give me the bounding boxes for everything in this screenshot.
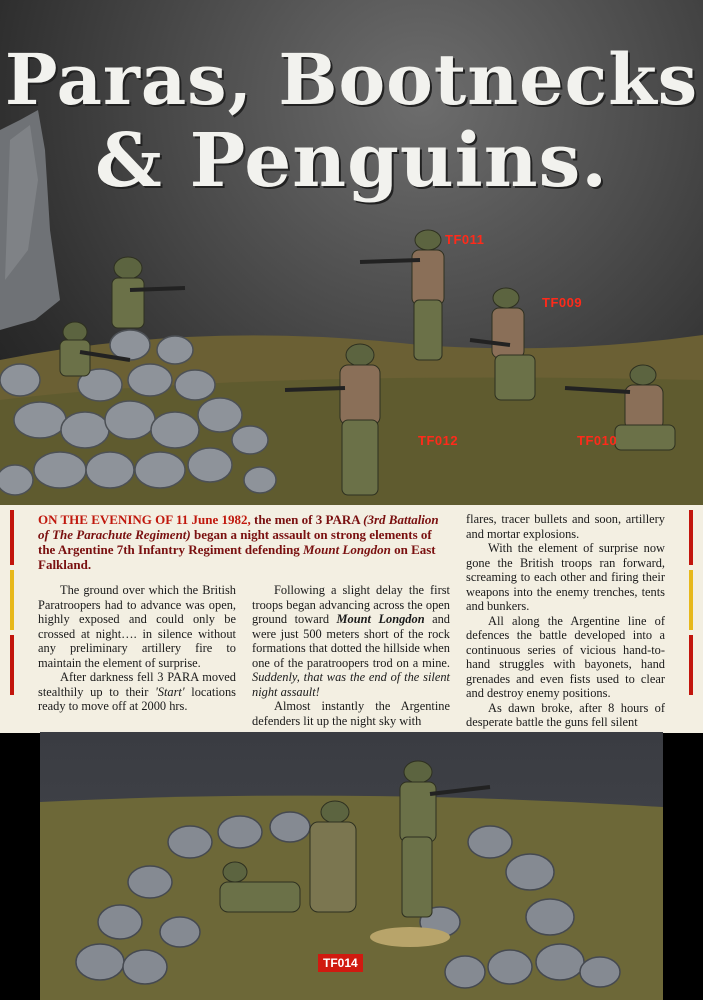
right-stripe-red-2 [689,635,693,695]
col2-p1-text-a: Following a slight delay the first troops began advancing across the open ground toward [252,583,450,626]
intro-italic-2: Mount Longdon [303,542,391,557]
left-stripe-red [10,510,14,565]
product-code-tf012: TF012 [418,433,459,448]
col2-paragraph-2: Almost instantly the Argentine defenders lit up the night sky with [252,699,450,728]
product-code-tf009: TF009 [542,295,583,310]
intro-paragraph [38,512,450,572]
col2-p1-italic: Suddenly, that was the end of the silent night assault! [252,670,450,699]
right-stripe-red [689,510,693,565]
col1-p2-text-b: locations ready to move off at 2000 hrs. [38,684,236,713]
col1-paragraph-1: The ground over which the British Paratroopers had to advance was open, highly exposed and could only be crossed at night…. in silence without any preliminary artillery fire to maintain the element of surprise. [38,583,236,670]
right-stripe-yellow [689,570,693,630]
col2-paragraph-1 [252,583,450,699]
col3-paragraph-2: All along the Argentine line of defences the battle developed into a continuous series of vicious hand-to-hand struggles with bayonets, hand grenades and even fists used to clear and destroy enemy positions. [466,613,665,700]
col2-p1-bold-italic: Mount Longdon [336,612,425,626]
product-code-tf011: TF011 [445,232,485,247]
column-3 [466,512,665,730]
col3-paragraph-1: With the element of surprise now gone the British troops ran forward, screaming to each other and firing their weapons into the enemy trenches, tents and bunkers. [466,541,665,613]
column-1 [38,583,236,714]
col3-paragraph-3: As dawn broke, after 8 hours of desperate battle the guns fell silent [466,700,665,729]
col1-paragraph-2 [38,670,236,714]
product-code-tf014: TF014 [318,954,363,972]
title-line-2: & Penguins. [95,118,608,204]
col3-paragraph-0: flares, tracer bullets and soon, artillery and mortar explosions. [466,512,665,541]
intro-text-3: on East Falkland. [38,542,436,572]
intro-lead: ON THE EVENING OF 11 June 1982, [38,512,251,527]
col2-p1-text-c: and were just 500 meters short of the rock formations that dotted the hillside when one of the paratroopers trod on a mine. [252,612,450,670]
col1-p2-text-a: After darkness fell 3 PARA moved stealthily up to their [38,670,236,699]
product-code-tf010: TF010 [577,433,618,448]
intro-italic-1: (3rd Battalion of The Parachute Regiment) [38,512,439,542]
left-stripe-red-2 [10,635,14,695]
diorama-photo-bottom [40,732,663,1000]
left-stripe-yellow [10,570,14,630]
col1-p2-italic: 'Start' [155,684,185,699]
intro-text-2: began a night assault on strong elements of the Argentine 7th Infantry Regiment defending [38,527,432,557]
intro-text-1: the men of 3 PARA [250,512,364,527]
title-line-1: Paras, Bootnecks [4,38,699,121]
column-2 [252,583,450,728]
